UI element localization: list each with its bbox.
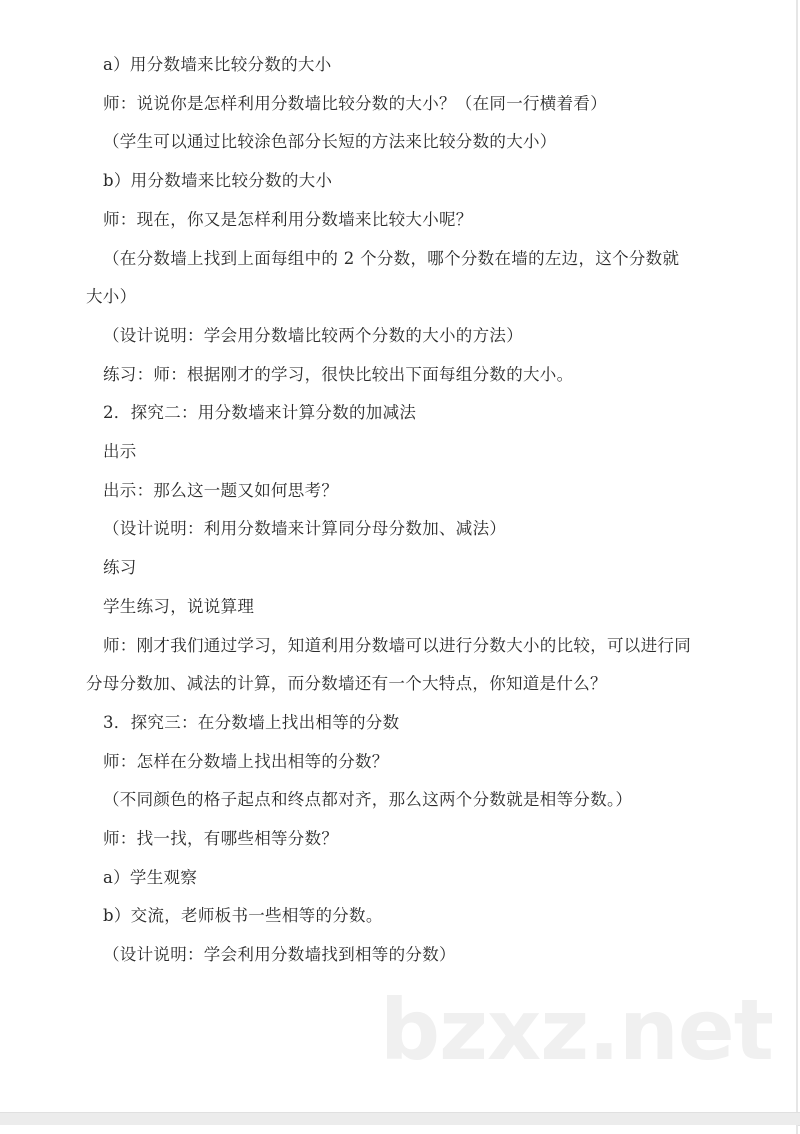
paragraph-student-method-2: （在分数墙上找到上面每组中的 2 个分数，哪个分数在墙的左边，这个分数就大小） <box>86 248 680 307</box>
paragraph-teacher-question-1: 师：说说你是怎样利用分数墙比较分数的大小？（在同一行横着看） <box>103 93 607 113</box>
paragraph-teacher-question-3: 师：怎样在分数墙上找出相等的分数？ <box>103 751 389 771</box>
heading-explore-2: 2．探究二：用分数墙来计算分数的加减法 <box>103 403 417 423</box>
paragraph-design-note-1: （设计说明：学会用分数墙比较两个分数的大小的方法） <box>103 325 523 345</box>
page-break-divider <box>0 1112 800 1126</box>
paragraph-teacher-summary: 师：刚才我们通过学习，知道利用分数墙可以进行分数大小的比较，可以进行同分母分数加、减法的计算，而分数墙还有一个大特点，你知道是什么？ <box>86 635 691 694</box>
paragraph-show: 出示 <box>103 442 137 462</box>
heading-explore-3: 3．探究三：在分数墙上找出相等的分数 <box>103 712 400 732</box>
paragraph-compare-b: b）用分数墙来比较分数的大小 <box>103 171 333 191</box>
paragraph-show-question: 出示：那么这一题又如何思考？ <box>103 480 339 500</box>
paragraph-exchange-b: b）交流，老师板书一些相等的分数。 <box>103 906 383 926</box>
paragraph-teacher-question-2: 师：现在，你又是怎样利用分数墙来比较大小呢？ <box>103 209 473 229</box>
paragraph-practice-1: 练习：师：根据刚才的学习，很快比较出下面每组分数的大小。 <box>103 364 574 384</box>
next-page-edge <box>0 1125 798 1134</box>
paragraph-equal-fraction-rule: （不同颜色的格子起点和终点都对齐，那么这两个分数就是相等分数。） <box>103 790 633 810</box>
watermark-text: bzxz.net <box>380 981 773 1079</box>
paragraph-teacher-question-4: 师：找一找，有哪些相等分数？ <box>103 829 339 849</box>
paragraph-compare-a: a）用分数墙来比较分数的大小 <box>103 55 332 74</box>
document-body <box>86 46 696 975</box>
paragraph-design-note-2: （设计说明：利用分数墙来计算同分母分数加、减法） <box>103 519 507 539</box>
paragraph-design-note-3: （设计说明：学会利用分数墙找到相等的分数） <box>103 945 456 965</box>
paragraph-student-practice: 学生练习，说说算理 <box>103 596 255 616</box>
paragraph-student-method-1: （学生可以通过比较涂色部分长短的方法来比较分数的大小） <box>103 132 557 152</box>
paragraph-observe-a: a）学生观察 <box>103 867 198 887</box>
paragraph-practice-2: 练习 <box>103 558 137 578</box>
